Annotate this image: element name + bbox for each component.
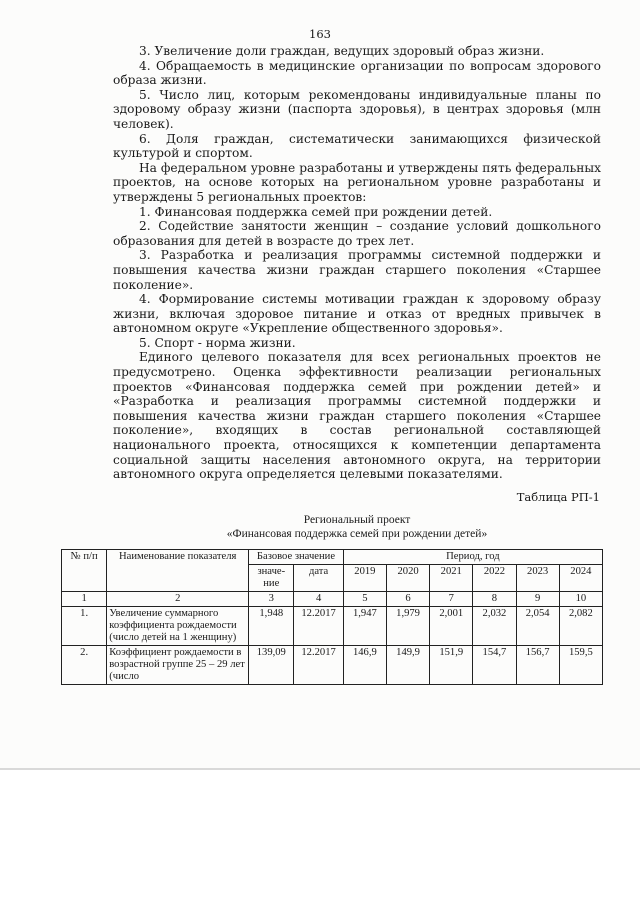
row-year-value: 1,979 xyxy=(386,607,429,646)
paragraph: 2. Содействие занятости женщин – создание условий дошкольного образования для детей в возрасте до трех лет. xyxy=(113,219,601,248)
page-number: 163 xyxy=(309,27,331,41)
header-date: дата xyxy=(294,565,343,592)
column-index: 9 xyxy=(516,592,559,607)
column-index: 7 xyxy=(430,592,473,607)
header-year: 2019 xyxy=(343,565,386,592)
paragraph: 1. Финансовая поддержка семей при рождении детей. xyxy=(139,204,493,219)
column-index: 6 xyxy=(386,592,429,607)
header-base: Базовое значение xyxy=(249,550,344,565)
header-value: значе-ние xyxy=(249,565,294,592)
paragraph: 5. Спорт - норма жизни. xyxy=(139,335,296,350)
row-year-value: 159,5 xyxy=(559,646,602,685)
header-num: № п/п xyxy=(62,550,107,592)
row-num: 2. xyxy=(62,646,107,685)
header-year: 2020 xyxy=(386,565,429,592)
column-index: 3 xyxy=(249,592,294,607)
header-name: Наименование показателя xyxy=(107,550,249,592)
paragraph: На федеральном уровне разработаны и утверждены пять федеральных проектов, на основе которых на региональном уровне разработаны и утверждены 5 региональных проектов: xyxy=(113,160,601,204)
row-base-date: 12.2017 xyxy=(294,646,343,685)
row-base-value: 139,09 xyxy=(249,646,294,685)
paragraph: 4. Формирование системы мотивации граждан к здоровому образу жизни, включая здоровое питание и отказ от вредных привычек в автономном округе «Укрепление общественного здоровья». xyxy=(113,292,601,336)
row-year-value: 146,9 xyxy=(343,646,386,685)
indicators-table xyxy=(61,549,603,685)
row-year-value: 2,054 xyxy=(516,607,559,646)
column-index: 1 xyxy=(62,592,107,607)
paragraph: 3. Разработка и реализация программы системной поддержки и повышения качества жизни граждан старшего поколения «Старшее поколение». xyxy=(113,248,601,292)
body-text xyxy=(113,44,601,482)
paragraph: 4. Обращаемость в медицинские организации по вопросам здорового образа жизни. xyxy=(113,58,601,88)
paragraph: 6. Доля граждан, систематически занимающихся физической культурой и спортом. xyxy=(113,131,601,161)
table-subtitle: «Финансовая поддержка семей при рождении детей» xyxy=(226,528,488,540)
header-year: 2024 xyxy=(559,565,602,592)
row-year-value: 2,032 xyxy=(473,607,516,646)
row-year-value: 149,9 xyxy=(386,646,429,685)
paragraph: 5. Число лиц, которым рекомендованы индивидуальные планы по здоровому образу жизни (паспорта здоровья), в центрах здоровья (млн человек). xyxy=(113,87,601,131)
table-caption: Таблица РП-1 xyxy=(516,490,600,504)
row-year-value: 154,7 xyxy=(473,646,516,685)
column-index: 2 xyxy=(107,592,249,607)
paragraph: Единого целевого показателя для всех региональных проектов не предусмотрено. Оценка эффективности реализации региональных проектов «Финансовая поддержка семей при рождении детей» и «Разработка и реализация программы системной поддержки и повышения качества жизни граждан старшего поколения «Старшее поколение», входящих в состав региональной составляющей национального проекта, относящихся к компетенции департамента социальной защиты населения автономного округа, на территории автономного округа определяется целевыми показателями. xyxy=(113,350,601,482)
column-index: 8 xyxy=(473,592,516,607)
row-year-value: 1,947 xyxy=(343,607,386,646)
header-year: 2022 xyxy=(473,565,516,592)
column-index: 10 xyxy=(559,592,602,607)
header-period: Период, год xyxy=(343,550,602,565)
row-name: Коэффициент рождаемости в возрастной группе 25 – 29 лет (число xyxy=(107,646,249,685)
row-year-value: 156,7 xyxy=(516,646,559,685)
row-num: 1. xyxy=(62,607,107,646)
row-base-value: 1,948 xyxy=(249,607,294,646)
column-index: 4 xyxy=(294,592,343,607)
table-title: Региональный проект xyxy=(303,514,411,526)
row-name: Увеличение суммарного коэффициента рождаемости (число детей на 1 женщину) xyxy=(107,607,249,646)
column-index: 5 xyxy=(343,592,386,607)
row-year-value: 2,082 xyxy=(559,607,602,646)
row-year-value: 2,001 xyxy=(430,607,473,646)
paragraph: 3. Увеличение доли граждан, ведущих здоровый образ жизни. xyxy=(139,44,545,58)
table-row xyxy=(62,646,603,685)
header-year: 2023 xyxy=(516,565,559,592)
header-year: 2021 xyxy=(430,565,473,592)
row-base-date: 12.2017 xyxy=(294,607,343,646)
page-edge xyxy=(0,768,640,770)
row-year-value: 151,9 xyxy=(430,646,473,685)
table-row xyxy=(62,607,603,646)
